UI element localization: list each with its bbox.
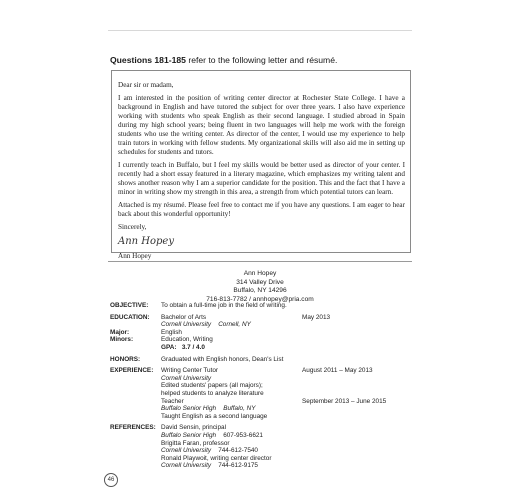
letter-paragraph-3: Attached is my résumé. Please feel free to contact me if you have any questions. I am eager to hear back about this wonderful opportunity! [118,201,405,218]
cover-letter [118,81,405,265]
minors-row [110,336,420,344]
job1-title: Writing Center Tutor [161,367,219,375]
major-value: English [161,328,182,336]
education-row [110,314,420,322]
page-number: 46 [104,473,118,487]
education-label: EDUCATION: [110,313,150,321]
education-school [161,321,420,329]
experience-row [110,367,420,375]
letter-paragraph-1: I am interested in the position of writing center director at Rochester State College. I have a background in English and have tutored the subject for over three years. I also have experience working with students who speak English as their second language. I studied abroad in Spain during my high school years; being fluent in two languages will help me work with the foreign students who use the writing center. As director of the center, I would use my experience to help train tutors in working with fellow students. My organizational skills will also aid me in setting up schedules for students and tutors. [118,94,405,156]
job2-place: Buffalo Senior High [161,405,217,413]
resume-street: 314 Valley Drive [236,278,284,286]
major-label: Major: [110,328,130,336]
ref3-place: Cornell University [161,462,212,470]
ref2-place: Cornell University [161,447,212,455]
job1-desc-1: Edited students' papers (all majors); [161,382,263,390]
honors-label: HONORS: [110,355,141,363]
question-range: Questions 181-185 [110,55,186,65]
section-divider [108,261,412,262]
resume-contact: 716-813-7782 / annhopey@pria.com [206,295,314,303]
education-degree: Bachelor of Arts [161,313,207,321]
ref3-phone: 744-612-9175 [218,462,258,470]
resume-body [110,302,420,470]
letter-paragraph-2: I currently teach in Buffalo, but I feel my skills would be better used as director of your center. I recently had a short essay featured in a literary magazine, which emphasizes my writing talent and shows another reason why I am a superior candidate for the position. This and the fact that I have a minor in writing show my strength in this area, a strength from which potential tutors can learn. [118,161,405,196]
top-rule [108,30,412,31]
objective-label: OBJECTIVE: [110,302,149,309]
job1-place: Cornell University [161,374,212,382]
ref2-phone: 744-612-7540 [218,447,258,455]
ref1-contact [161,432,420,440]
job2-date: September 2013 – June 2015 [302,397,387,405]
school-city: Cornell, NY [218,321,251,329]
job1-date: August 2011 – May 2013 [302,367,373,375]
question-header [110,55,337,65]
objective-row [110,302,420,310]
letter-closing: Sincerely, [118,223,147,231]
letter-salutation: Dear sir or madam, [118,81,174,89]
resume-city: Buffalo, NY 14296 [233,287,287,295]
letter-signer-name: Ann Hopey [118,252,152,260]
resume-name: Ann Hopey [243,270,277,277]
job2-place-line [161,405,420,413]
school-name: Cornell University [161,321,212,329]
job2-city: Buffalo, NY [223,405,256,413]
job2-desc: Taught English as a second language [161,412,268,420]
education-school-row [110,321,420,329]
references-row [110,424,420,432]
ref2-name: Brigitta Faran, professor [161,439,230,447]
gpa-value: 3.7 / 4.0 [181,343,205,351]
gpa-line [161,344,420,352]
references-label: REFERENCES: [110,424,156,432]
education-date: May 2013 [302,313,331,321]
question-instruction: refer to the following letter and résumé. [185,55,338,65]
ref2-contact [161,447,420,455]
major-row [110,329,420,337]
ref3-contact [161,462,420,470]
ref1-name: David Sensin, principal [161,424,227,432]
job2-row [110,398,420,406]
experience-label: EXPERIENCE: [110,367,154,375]
ref1-place: Buffalo Senior High [161,431,217,439]
ref1-phone: 607-953-6621 [223,431,263,439]
letter-signature: Ann Hopey [118,236,174,247]
honors-row [110,356,420,364]
minors-label: Minors: [110,336,134,344]
minors-value: Education, Writing [161,336,213,344]
gpa-row [110,344,420,352]
ref3-name: Ronald Playwoit, writing center director [161,454,272,462]
job1-desc-2: helped students to analyze literature [161,389,264,397]
resume-header [110,270,410,304]
objective-text: To obtain a full-time job in the field of writing. [161,302,287,309]
job2-title: Teacher [161,397,184,405]
honors-text: Graduated with English honors, Dean's List [161,355,284,363]
gpa-label: GPA: [161,343,177,351]
